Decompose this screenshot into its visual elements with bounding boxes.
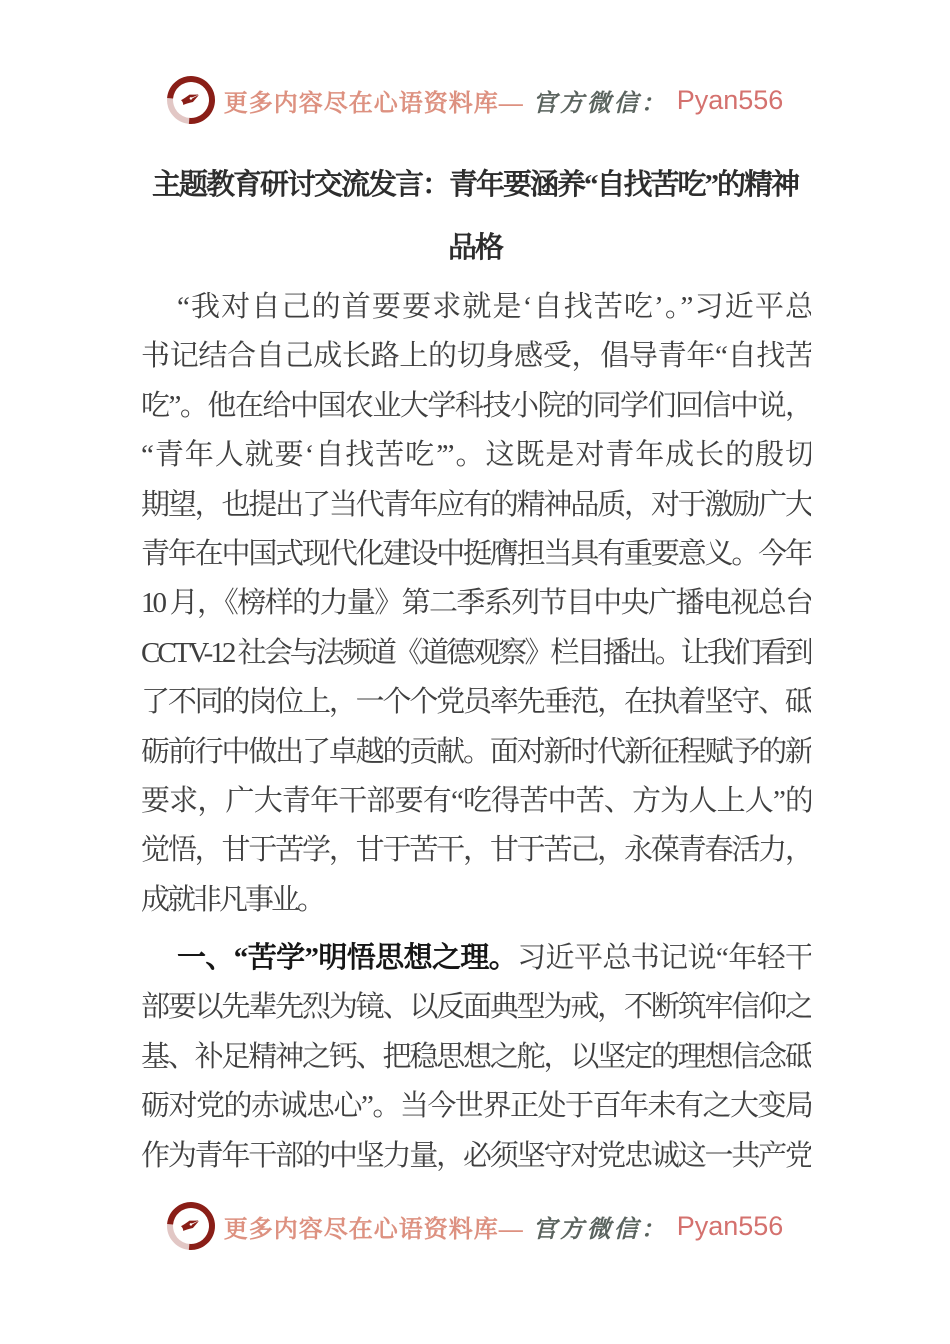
body-line: 基、补足精神之钙、把稳思想之舵，以坚定的理想信念砥 xyxy=(141,1040,811,1073)
footer-brand-text: 更多内容尽在心语资料库— xyxy=(223,1216,524,1243)
body-line: 作为青年干部的中坚力量，必须坚守对党忠诚这一共产党 xyxy=(141,1139,811,1172)
header-wechat-label: 官方微信： xyxy=(532,90,668,117)
body-line: CCTV-12 社会与法频道《道德观察》栏目播出。让我们看到 xyxy=(141,636,811,669)
body-line: “青年人就要‘自找苦吃’”。这既是对青年成长的殷切 xyxy=(141,439,811,472)
body-line: 青年在中国式现代化建设中挺膺担当具有重要意义。今年 xyxy=(141,537,811,570)
body-line: 要求，广大青年干部要有“吃得苦中苦、方为人上人”的 xyxy=(141,784,811,817)
header-wechat-id: Pyan556 xyxy=(676,84,784,115)
body-line: “我对自己的首要要求就是‘自找苦吃’。”习近平总 xyxy=(177,291,811,323)
title-line-2: 品格 xyxy=(447,232,502,264)
body-line: 期望，也提出了当代青年应有的精神品质，对于激励广大 xyxy=(141,488,811,521)
section-heading: 一、“苦学”明悟思想之理。 xyxy=(177,942,518,975)
header-brand-text: 更多内容尽在心语资料库— xyxy=(223,90,524,117)
pen-nib-circle-icon xyxy=(157,66,225,134)
body-line: 砺前行中做出了卓越的贡献。面对新时代新征程赋予的新 xyxy=(141,735,811,768)
body-line: 觉悟，甘于苦学，甘于苦干，甘于苦己，永葆青春活力， xyxy=(141,834,811,867)
title-line-1: 主题教育研讨交流发言：青年要涵养“自找苦吃”的精神 xyxy=(151,169,798,201)
footer-wechat-id: Pyan556 xyxy=(676,1210,784,1241)
document-title xyxy=(140,154,810,280)
body-line: 部要以先辈先烈为镜、以反面典型为戒，不断筑牢信仰之 xyxy=(141,991,811,1024)
body-line: 10 月，《榜样的力量》第二季系列节目中央广播电视总台 xyxy=(141,587,811,620)
header-watermark xyxy=(0,76,950,124)
pen-nib-glyph: ✒ xyxy=(174,81,207,119)
footer-wechat-label: 官方微信： xyxy=(532,1216,668,1243)
pen-nib-glyph: ✒ xyxy=(174,1207,207,1245)
footer-watermark xyxy=(0,1202,950,1250)
body-line: 了不同的岗位上，一个个党员率先垂范，在执着坚守、砥 xyxy=(141,686,811,719)
section-heading-line xyxy=(141,934,811,983)
body-line: 吃”。他在给中国农业大学科技小院的同学们回信中说， xyxy=(141,389,811,422)
body-line: 成就非凡事业。 xyxy=(141,883,324,916)
body-line: 书记结合自己成长路上的切身感受，倡导青年“自找苦 xyxy=(141,340,811,373)
document-body xyxy=(141,283,811,1181)
body-line-text: 习近平总书记说“年轻干 xyxy=(517,942,811,975)
pen-nib-circle-icon xyxy=(157,1192,225,1260)
body-line: 砺对党的赤诚忠心”。当今世界正处于百年未有之大变局 xyxy=(141,1090,811,1123)
